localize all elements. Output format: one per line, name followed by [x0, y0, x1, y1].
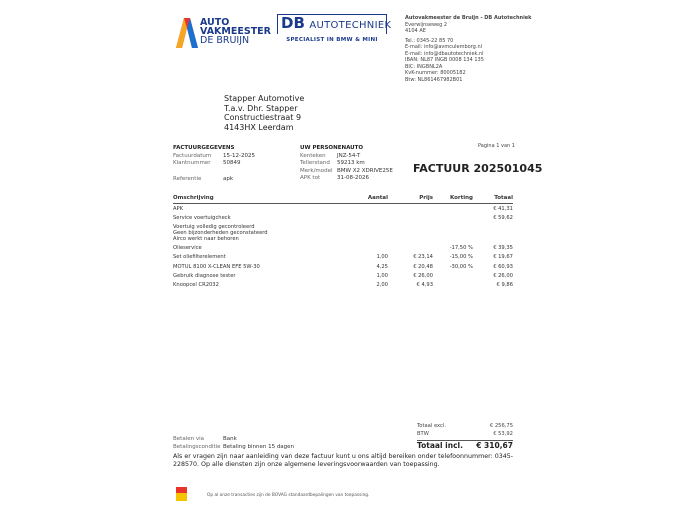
- invoice-lines-table: Omschrijving Aantal Prijs Korting Totaal APK € 41,31 Service voertuigcheck € 59,62 Voertuig volledig gecontroleerd Geen bijzonderheden geconstateerd Airco werkt naar behoren Olieservice -17,50 % € 39,35 Set oliefilterelement 1,00 € 23,14 -15,00 % € 19,67 MOTUL 8100 X-CLEAN EFE 5W-30 4,25 € 20,48 -30,00 % € 60,93 Gebruik diagnose tester 1,00 € 26,00 € 26,00 Knoopcel CR2032 2,00 € 4,93 € 9,86: [173, 195, 513, 288]
- cell-total: € 60,93: [493, 263, 513, 270]
- recipient-address: Stapper Automotive T.a.v. Dhr. Stapper Constructiestraat 9 4143HX Leerdam: [224, 94, 305, 132]
- cell-discount: [433, 213, 473, 222]
- footer-note: Als er vragen zijn naar aanleiding van deze factuur kunt u ons altijd bereiken onder telefoonnummer: 0345-228570. Op alle diensten zijn onze algemene leveringsvoorwaarden van toepassing.: [173, 453, 514, 468]
- table-row: [173, 213, 513, 222]
- cell-discount: [433, 222, 473, 243]
- cell-total: € 39,35: [493, 245, 513, 252]
- cell-description: APK: [173, 205, 184, 212]
- cell-price: € 26,00: [413, 272, 433, 279]
- page-number: Pagina 1 van 1: [478, 143, 515, 149]
- cell-discount: [433, 280, 473, 289]
- cell-price: [388, 213, 433, 222]
- cell-quantity: 1,00: [376, 272, 388, 279]
- cell-quantity: 4,25: [376, 263, 388, 270]
- cell-quantity: [343, 244, 388, 253]
- cell-discount: [433, 204, 473, 214]
- cell-price: [388, 222, 433, 243]
- autovakmeester-logo: AUTO VAKMEESTER DE BRUIJN: [176, 16, 256, 52]
- table-row: [173, 262, 513, 271]
- cell-discount: -30,00 %: [449, 263, 473, 270]
- table-row: [173, 222, 513, 243]
- table-row: [173, 271, 513, 280]
- cell-quantity: [343, 213, 388, 222]
- cell-description: Olieservice: [173, 245, 202, 252]
- bovag-logo: [176, 487, 187, 501]
- cell-description: MOTUL 8100 X-CLEAN EFE 5W-30: [173, 263, 260, 270]
- invoice-title: FACTUUR 202501045: [413, 162, 543, 175]
- cell-description: Knoopcel CR2032: [173, 281, 219, 288]
- db-autotechniek-logo: DB AUTOTECHNIEK SPECIALIST IN BMW & MINI: [277, 14, 387, 44]
- bovag-note: Op al onze transacties zijn de BOVAG standaardbepalingen van toepassing.: [207, 493, 370, 498]
- payment-info: Betalen via Bank Betalingsconditie Betaling binnen 15 dagen: [173, 436, 295, 450]
- cell-price: € 20,48: [413, 263, 433, 270]
- cell-quantity: 1,00: [376, 254, 388, 261]
- car-info: UW PERSONENAUTO Kenteken JNZ-54-T Tellerstand 59213 km Merk/model BMW X2 XDRIVE25E APK tot 31-08-2026: [300, 145, 393, 181]
- cell-price: [388, 244, 433, 253]
- cell-discount: -17,50 %: [449, 245, 473, 252]
- cell-description: Gebruik diagnose tester: [173, 272, 236, 279]
- cell-total: € 19,67: [493, 254, 513, 261]
- cell-total: [473, 222, 513, 243]
- table-row: [173, 244, 513, 253]
- logo-mark-icon: [176, 18, 198, 48]
- cell-discount: [433, 271, 473, 280]
- cell-price: € 4,93: [416, 281, 433, 288]
- totals: Totaal excl. € 256,75 BTW € 53,92 Totaal incl. € 310,67: [417, 423, 513, 450]
- cell-total: € 59,62: [493, 214, 513, 221]
- cell-total: € 26,00: [493, 272, 513, 279]
- cell-total: € 9,86: [496, 281, 513, 288]
- table-row: [173, 204, 513, 214]
- cell-description: Set oliefilterelement: [173, 254, 226, 261]
- cell-description: Service voertuigcheck: [173, 214, 231, 221]
- table-row: [173, 280, 513, 289]
- invoice-info: FACTUURGEGEVENS Factuurdatum 15-12-2025 Klantnummer 50849 Referentie apk: [173, 145, 255, 182]
- cell-discount: -15,00 %: [449, 254, 473, 261]
- cell-quantity: 2,00: [376, 281, 388, 288]
- cell-description: Voertuig volledig gecontroleerd Geen bijzonderheden geconstateerd Airco werkt naar behoren: [173, 223, 268, 242]
- cell-quantity: [343, 204, 388, 214]
- company-details: Autovakmeester de Bruijn - DB Autotechniek Everwijnseweg 2 4104 AE Tel.: 0345-22 85 70 E-mail: info@avmculemborg.nl E-mail: info@dbautotechniek.nl IBAN: NL87 INGB 0008 134 135 BIC: INGBNL2A KvK-nummer: 80005182 Btw: NL861467982B01: [405, 15, 532, 83]
- cell-price: [388, 204, 433, 214]
- cell-quantity: [343, 222, 388, 243]
- cell-price: € 23,14: [413, 254, 433, 261]
- cell-total: € 41,31: [493, 205, 513, 212]
- table-row: [173, 253, 513, 262]
